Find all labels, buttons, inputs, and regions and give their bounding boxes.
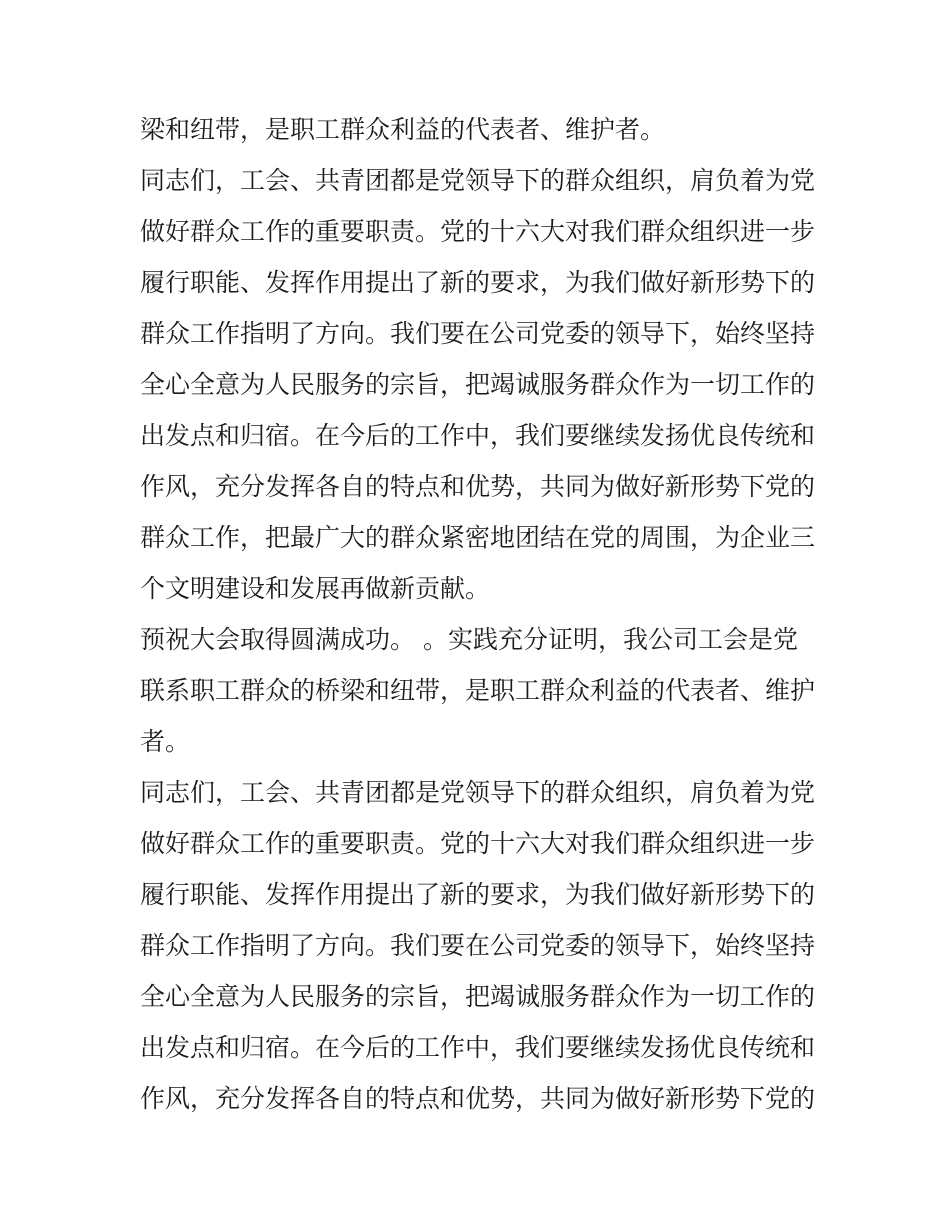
text-line-1: 梁和纽带，是职工群众利益的代表者、维护者。 xyxy=(140,115,666,144)
text-line-7: 出发点和归宿。在今后的工作中，我们要继续发扬优良传统和 xyxy=(140,421,816,450)
text-line-6: 全心全意为人民服务的宗旨，把竭诚服务群众作为一切工作的 xyxy=(140,370,816,399)
body-text xyxy=(140,104,820,1124)
text-line-20: 作风，充分发挥各自的特点和优势，共同为做好新形势下党的 xyxy=(140,1084,816,1113)
text-line-12: 联系职工群众的桥梁和纽带，是职工群众利益的代表者、维护 xyxy=(140,676,816,705)
text-line-19: 出发点和归宿。在今后的工作中，我们要继续发扬优良传统和 xyxy=(140,1033,816,1062)
text-line-8: 作风，充分发挥各自的特点和优势，共同为做好新形势下党的 xyxy=(140,472,816,501)
text-line-11: 预祝大会取得圆满成功。 。实践充分证明，我公司工会是党 xyxy=(140,625,798,654)
text-line-13: 者。 xyxy=(140,727,191,756)
text-line-17: 群众工作指明了方向。我们要在公司党委的领导下，始终坚持 xyxy=(140,931,816,960)
text-line-16: 履行职能、发挥作用提出了新的要求，为我们做好新形势下的 xyxy=(140,880,816,909)
text-line-2: 同志们，工会、共青团都是党领导下的群众组织，肩负着为党 xyxy=(140,166,816,195)
text-line-18: 全心全意为人民服务的宗旨，把竭诚服务群众作为一切工作的 xyxy=(140,982,816,1011)
text-line-5: 群众工作指明了方向。我们要在公司党委的领导下，始终坚持 xyxy=(140,319,816,348)
text-line-14: 同志们，工会、共青团都是党领导下的群众组织，肩负着为党 xyxy=(140,778,816,807)
text-line-10: 个文明建设和发展再做新贡献。 xyxy=(140,574,491,603)
text-line-3: 做好群众工作的重要职责。党的十六大对我们群众组织进一步 xyxy=(140,217,816,246)
text-line-9: 群众工作，把最广大的群众紧密地团结在党的周围，为企业三 xyxy=(140,523,816,552)
text-line-4: 履行职能、发挥作用提出了新的要求，为我们做好新形势下的 xyxy=(140,268,816,297)
text-line-15: 做好群众工作的重要职责。党的十六大对我们群众组织进一步 xyxy=(140,829,816,858)
